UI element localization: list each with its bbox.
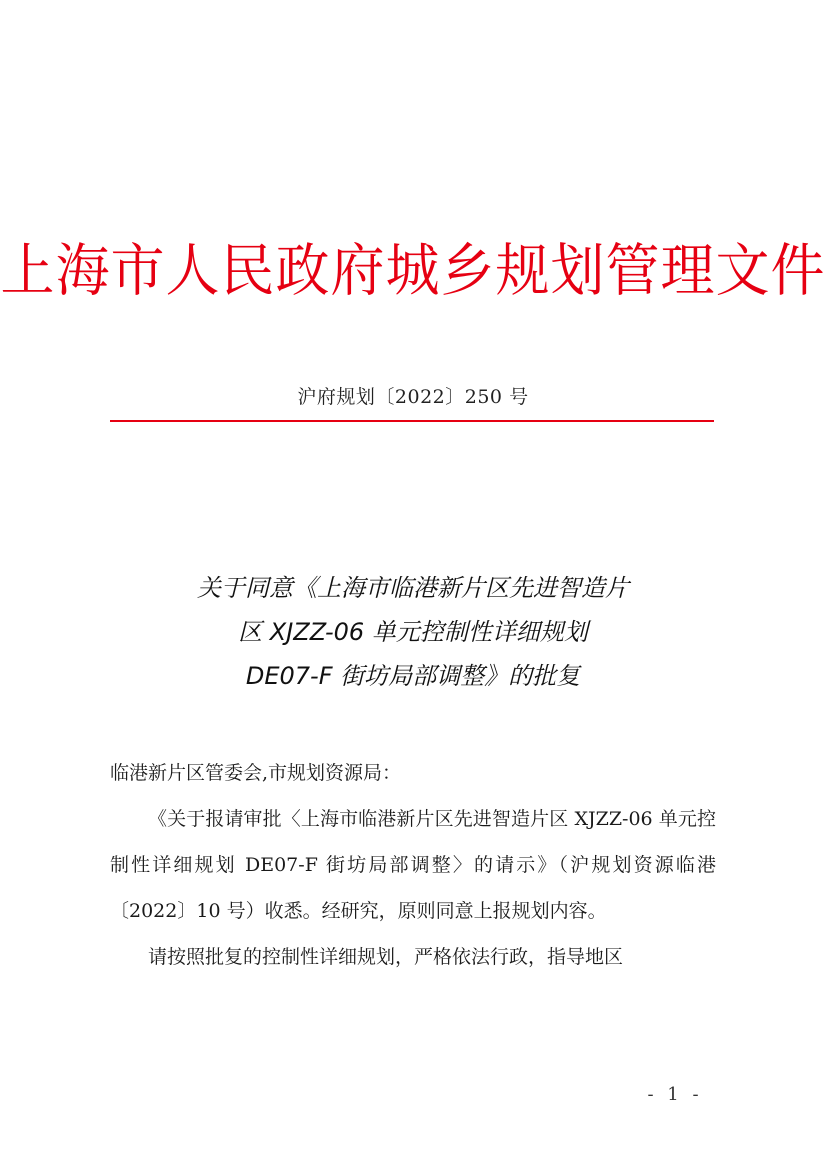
addressee-line: 临港新片区管委会,市规划资源局：: [110, 762, 402, 784]
red-divider-rule: [110, 420, 714, 422]
document-body: [110, 750, 716, 980]
body-paragraph-1: 《关于报请审批〈上海市临港新片区先进智造片区 XJZZ-06 单元控制性详细规划 DE07-F 街坊局部调整〉的请示》（沪规划资源临港〔2022〕10 号）收悉。经研究，原则同意上报规划内容。: [110, 808, 716, 922]
issuer-header: 上海市人民政府城乡规划管理文件: [0, 237, 826, 304]
page-number: - 1 -: [647, 1084, 703, 1105]
title-line-1: 关于同意《上海市临港新片区先进智造片: [197, 574, 629, 602]
body-paragraph-2: 请按照批复的控制性详细规划，严格依法行政，指导地区: [148, 946, 624, 968]
title-line-2: 区 XJZZ-06 单元控制性详细规划: [238, 618, 588, 646]
document-number: 沪府规划〔2022〕250 号: [297, 386, 529, 408]
title-line-3: DE07-F 街坊局部调整》的批复: [245, 662, 581, 690]
document-title: [0, 566, 826, 698]
